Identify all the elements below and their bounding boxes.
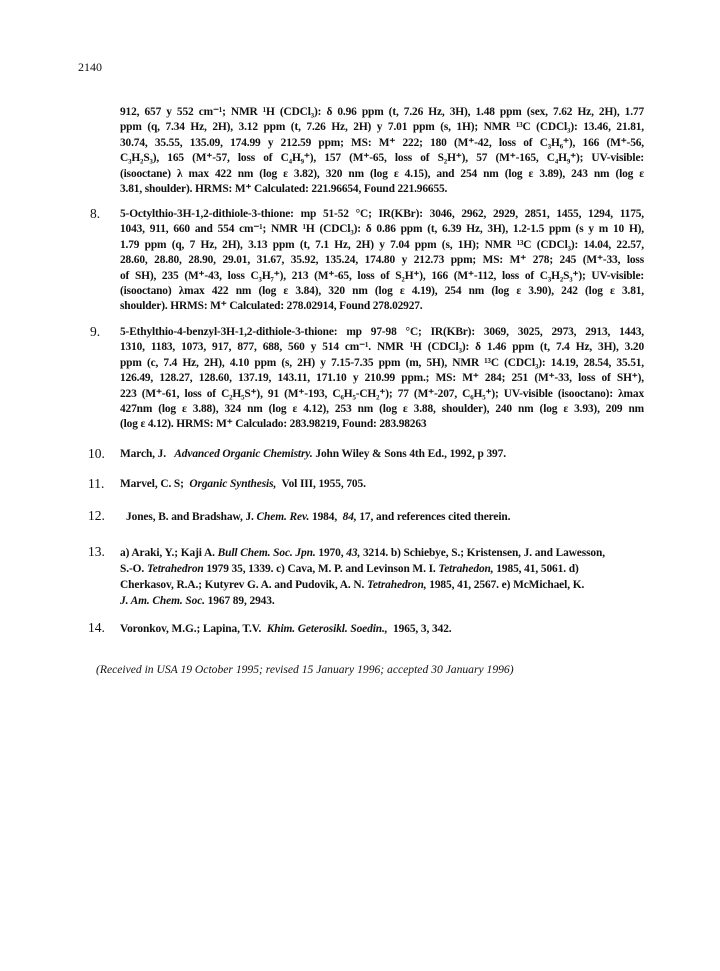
ref-journal: Chem. Rev. xyxy=(256,511,310,523)
reference-number: 9. xyxy=(90,324,101,339)
text-line: 126.49, 128.27, 128.60, 137.19, 143.11, 171.10 y 210.99 ppm.; MS: M⁺ 284; 251 (M⁺-33, loss of SH⁺), xyxy=(120,372,644,385)
reference-13-line xyxy=(120,595,275,607)
reference-8 xyxy=(120,207,644,315)
text-line: 427nm (log ε 3.88), 324 nm (log ε 4.12), 253 nm (log ε 3.88, shoulder), 240 nm (log ε 3.93), 209 nm xyxy=(120,403,644,416)
ref-journal: Tetrahedron, xyxy=(367,579,427,591)
text-line: 223 (M⁺-61, loss of C₂H₅S⁺), 91 (M⁺-193, C₆H₅-CH₂⁺); 77 (M⁺-207, C₆H₅⁺); UV-visible (isooctano): λmax xyxy=(120,387,644,400)
reference-11 xyxy=(120,478,366,490)
ref-details: Vol III, 1955, 705. xyxy=(281,478,366,490)
reference-9 xyxy=(120,325,644,433)
ref-volume: 84, xyxy=(342,511,357,523)
text-line: (log ε 4.12). HRMS: M⁺ Calculado: 283.98219, Found: 283.98263 xyxy=(120,418,427,431)
text-line: 1.79 ppm (q, 7 Hz, 2H), 3.13 ppm (t, 7.1 Hz, 2H) y 7.04 ppm (s, 1H); NMR ¹³C (CDCl₃): 14.04, 22.57, xyxy=(120,238,644,251)
reference-number: 11. xyxy=(88,476,105,491)
reference-13-line xyxy=(120,547,605,559)
ref-text: 1967 89, 2943. xyxy=(207,595,275,607)
text-line: (isooctano) λmax 422 nm (log ε 3.84), 320 nm (log ε 4.19), 254 nm (log ε 3.90), 242 (log ε 3.81, xyxy=(120,285,644,298)
text-line: 5-Octylthio-3H-1,2-dithiole-3-thione: mp 51-52 °C; IR(KBr): 3046, 2962, 2929, 2851, 1455, 1294, 1175, xyxy=(120,208,644,220)
ref-title: Advanced Organic Chemistry. xyxy=(174,448,313,460)
text-line: (isooctane) λ max 422 nm (log ε 3.82), 320 nm (log ε 4.15), and 254 nm (log ε 3.89), 243 nm (log ε xyxy=(120,167,644,180)
ref-text: Cherkasov, R.A.; Kutyrev G. A. and Pudovik, A. N. xyxy=(120,579,365,591)
ref-author: Marvel, C. S; xyxy=(120,478,184,490)
ref-text: a) Araki, Y.; Kaji A. xyxy=(120,547,215,559)
reference-10 xyxy=(120,448,506,460)
text-line: of SH), 235 (M⁺-43, loss C₃H₇⁺), 213 (M⁺-65, loss of S₂H⁺), 166 (M⁺-112, loss of C₃H₂S₃⁺); UV-visible: xyxy=(120,269,644,282)
text-line: 28.60, 28.80, 28.90, 29.01, 31.67, 35.92, 135.24, 174.80 y 212.73 ppm; MS: M⁺ 278; 245 (M⁺-33, loss xyxy=(120,254,644,267)
ref-text: 1979 35, 1339. c) Cava, M. P. and Levinson M. I. xyxy=(206,563,436,575)
text-line: C₃H₂S₃), 165 (M⁺-57, loss of C₄H₉⁺), 157 (M⁺-65, loss of S₂H⁺), 57 (M⁺-165, C₄H₉⁺); UV-visible: xyxy=(120,152,644,165)
ref-volume: 43, xyxy=(346,547,361,559)
ref-details: 1965, 3, 342. xyxy=(393,623,452,635)
reference-13-line xyxy=(120,579,584,591)
text-line: 1043, 911, 660 and 554 cm⁻¹; NMR ¹H (CDCl₃): δ 0.86 ppm (t, 6.39 Hz, 3H), 1.2-1.5 ppm (s y m 10 H), xyxy=(120,223,644,236)
text-line: 3.81, shoulder). HRMS: M⁺ Calculated: 221.96654, Found 221.96655. xyxy=(120,183,448,196)
ref-author: Jones, B. and Bradshaw, J. xyxy=(126,511,254,523)
ref-text: 1985, 41, 5061. d) xyxy=(496,563,579,575)
reference-13-line xyxy=(120,563,579,575)
ref-details: 17, and references cited therein. xyxy=(359,511,511,523)
reference-number: 14. xyxy=(88,620,105,635)
reference-number: 13. xyxy=(88,544,105,559)
reference-number: 8. xyxy=(90,206,101,221)
ref-journal: Khim. Geterosikl. Soedin., xyxy=(266,623,388,635)
reference-continuation xyxy=(120,105,644,197)
ref-author: March, J. xyxy=(120,448,167,460)
ref-text: 3214. b) Schiebye, S.; Kristensen, J. and Lawesson, xyxy=(362,547,605,559)
ref-year: 1970, xyxy=(318,547,344,559)
ref-author: Voronkov, M.G.; Lapina, T.V. xyxy=(120,623,262,635)
text-line: 30.74, 35.55, 135.09, 174.99 y 212.59 ppm; MS: M⁺ 222; 180 (M⁺-42, loss of C₃H₆⁺), 166 (M⁺-56, xyxy=(120,136,644,149)
ref-year: 1984, xyxy=(311,511,338,523)
text-line: 5-Ethylthio-4-benzyl-3H-1,2-dithiole-3-thione: mp 97-98 °C; IR(KBr): 3069, 3025, 2973, 2913, 1443, xyxy=(120,326,644,338)
ref-journal: Tetrahedron xyxy=(146,563,204,575)
page-number: 2140 xyxy=(78,60,102,74)
ref-text: S.-O. xyxy=(120,563,145,575)
reference-12 xyxy=(126,511,510,523)
ref-title: Organic Synthesis, xyxy=(189,478,277,490)
text-line: 912, 657 y 552 cm⁻¹; NMR ¹H (CDCl₃): δ 0.96 ppm (t, 7.26 Hz, 3H), 1.48 ppm (sex, 7.62 Hz, 2H), 1.77 xyxy=(120,106,644,118)
text-line: 1310, 1183, 1073, 917, 877, 688, 560 y 514 cm⁻¹. NMR ¹H (CDCl₃): δ 1.46 ppm (t, 7.4 Hz, 3H), 3.20 xyxy=(120,341,644,354)
text-line: ppm (q, 7.34 Hz, 2H), 3.12 ppm (t, 7.26 Hz, 2H) y 7.01 ppm (s, 1H); NMR ¹³C (CDCl₃): 13.46, 21.81, xyxy=(120,121,644,134)
ref-journal: Tetrahedon, xyxy=(438,563,494,575)
ref-text: 1985, 41, 2567. e) McMichael, K. xyxy=(429,579,585,591)
reference-14 xyxy=(120,623,452,635)
received-dates: (Received in USA 19 October 1995; revised 15 January 1996; accepted 30 January 1996) xyxy=(96,663,514,676)
ref-journal: J. Am. Chem. Soc. xyxy=(120,595,205,607)
reference-number: 12. xyxy=(88,508,105,523)
text-line: ppm (c, 7.4 Hz, 2H), 4.10 ppm (s, 2H) y 7.15-7.35 ppm (m, 5H), NMR ¹³C (CDCl₃): 14.19, 28.54, 35.51, xyxy=(120,356,644,369)
reference-number: 10. xyxy=(88,446,105,461)
ref-journal: Bull Chem. Soc. Jpn. xyxy=(217,547,316,559)
ref-details: John Wiley & Sons 4th Ed., 1992, p 397. xyxy=(315,448,506,460)
text-line: shoulder). HRMS: M⁺ Calculated: 278.02914, Found 278.02927. xyxy=(120,300,423,313)
